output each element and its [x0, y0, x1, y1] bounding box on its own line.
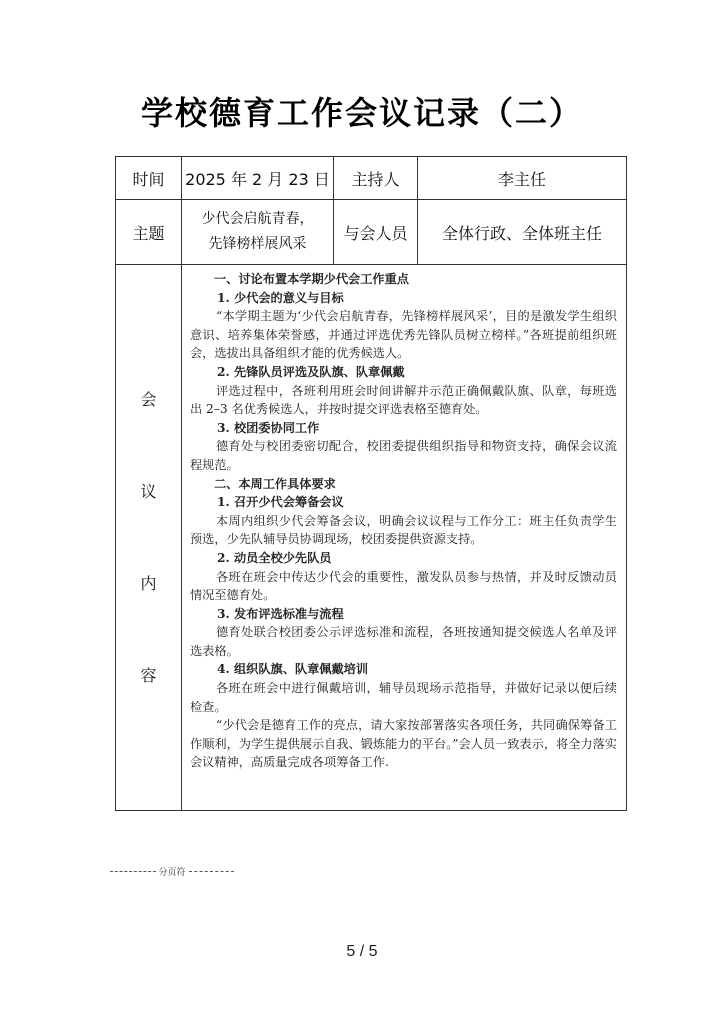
page-break-label: 分页符	[158, 868, 186, 878]
attendees-label: 与会人员	[334, 200, 418, 265]
page-break-marker	[110, 865, 234, 878]
meeting-content	[182, 265, 626, 776]
topic-line-2: 先锋榜样展风采	[208, 236, 307, 252]
topic-value	[182, 200, 334, 265]
dashed-line	[189, 871, 235, 872]
subsection-heading: 2. 动员全校少先队员	[217, 550, 332, 565]
subsection-heading: 3. 发布评选标准与流程	[217, 606, 344, 621]
content-label-char: 内	[140, 573, 157, 593]
host-value: 李主任	[418, 157, 627, 200]
paragraph: 本周内组织少代会筹备会议，明确会议议程与工作分工：班主任负责学生预选，少先队辅导员协调现场，校团委提供资源支持。	[190, 513, 617, 547]
closing-paragraph: “少代会是德育工作的亮点，请大家按部署落实各项任务，共同确保筹备工作顺利，为学生提供展示自我、锻炼能力的平台。”会人员一致表示，将全力落实会议精神，高质量完成各项筹备工作.	[190, 718, 617, 770]
content-label-char: 议	[140, 481, 157, 501]
document-title: 学校德育工作会议记录（二）	[140, 94, 583, 132]
page-number: 5 / 5	[346, 943, 378, 960]
topic-line-1: 少代会启航青春，	[201, 211, 314, 227]
topic-label: 主题	[116, 200, 182, 265]
subsection-heading: 3. 校团委协同工作	[217, 420, 320, 435]
paragraph: 德育处联合校团委公示评选标准和流程，各班按通知提交候选人名单及评选表格。	[190, 625, 617, 658]
time-value: 2025 年 2 月 23 日	[182, 157, 334, 200]
content-label-char: 会	[140, 389, 157, 409]
attendees-value: 全体行政、全体班主任	[418, 200, 627, 265]
section-heading: 一、讨论布置本学期少代会工作重点	[214, 272, 409, 286]
table-row	[116, 157, 627, 200]
meeting-record-table	[115, 156, 627, 811]
table-row	[116, 200, 627, 265]
host-label: 主持人	[334, 157, 418, 200]
paragraph: 评选过程中，各班利用班会时间讲解并示范正确佩戴队旗、队章，每班选出 2–3 名优秀候选人，并按时提交评选表格至德育处。	[190, 383, 617, 417]
paragraph: “本学期主题为‘少代会启航青春，先锋榜样展风采’，目的是激发学生组织意识、培养集体荣誉感，并通过评选优秀先锋队员树立榜样。”各班提前组织班会，选拔出具备组织才能的优秀候选人。	[190, 309, 617, 361]
subsection-heading: 1. 少代会的意义与目标	[217, 290, 344, 305]
dashed-line	[110, 871, 156, 872]
subsection-heading: 2. 先锋队员评选及队旗、队章佩戴	[217, 364, 405, 379]
subsection-heading: 1. 召开少代会筹备会议	[217, 495, 344, 510]
content-label	[116, 265, 182, 811]
paragraph: 各班在班会中传达少代会的重要性，激发队员参与热情，并及时反馈动员情况至德育处。	[190, 569, 617, 603]
paragraph: 各班在班会中进行佩戴培训，辅导员现场示范指导，并做好记录以便后续检查。	[190, 681, 617, 714]
table-row	[116, 265, 627, 811]
paragraph: 德育处与校团委密切配合，校团委提供组织指导和物资支持，确保会议流程规范。	[190, 439, 617, 472]
meeting-content-cell	[182, 265, 627, 811]
content-label-char: 容	[140, 665, 157, 685]
subsection-heading: 4. 组织队旗、队章佩戴培训	[217, 662, 369, 677]
section-heading: 二、本周工作具体要求	[214, 476, 336, 491]
time-label: 时间	[116, 157, 182, 200]
